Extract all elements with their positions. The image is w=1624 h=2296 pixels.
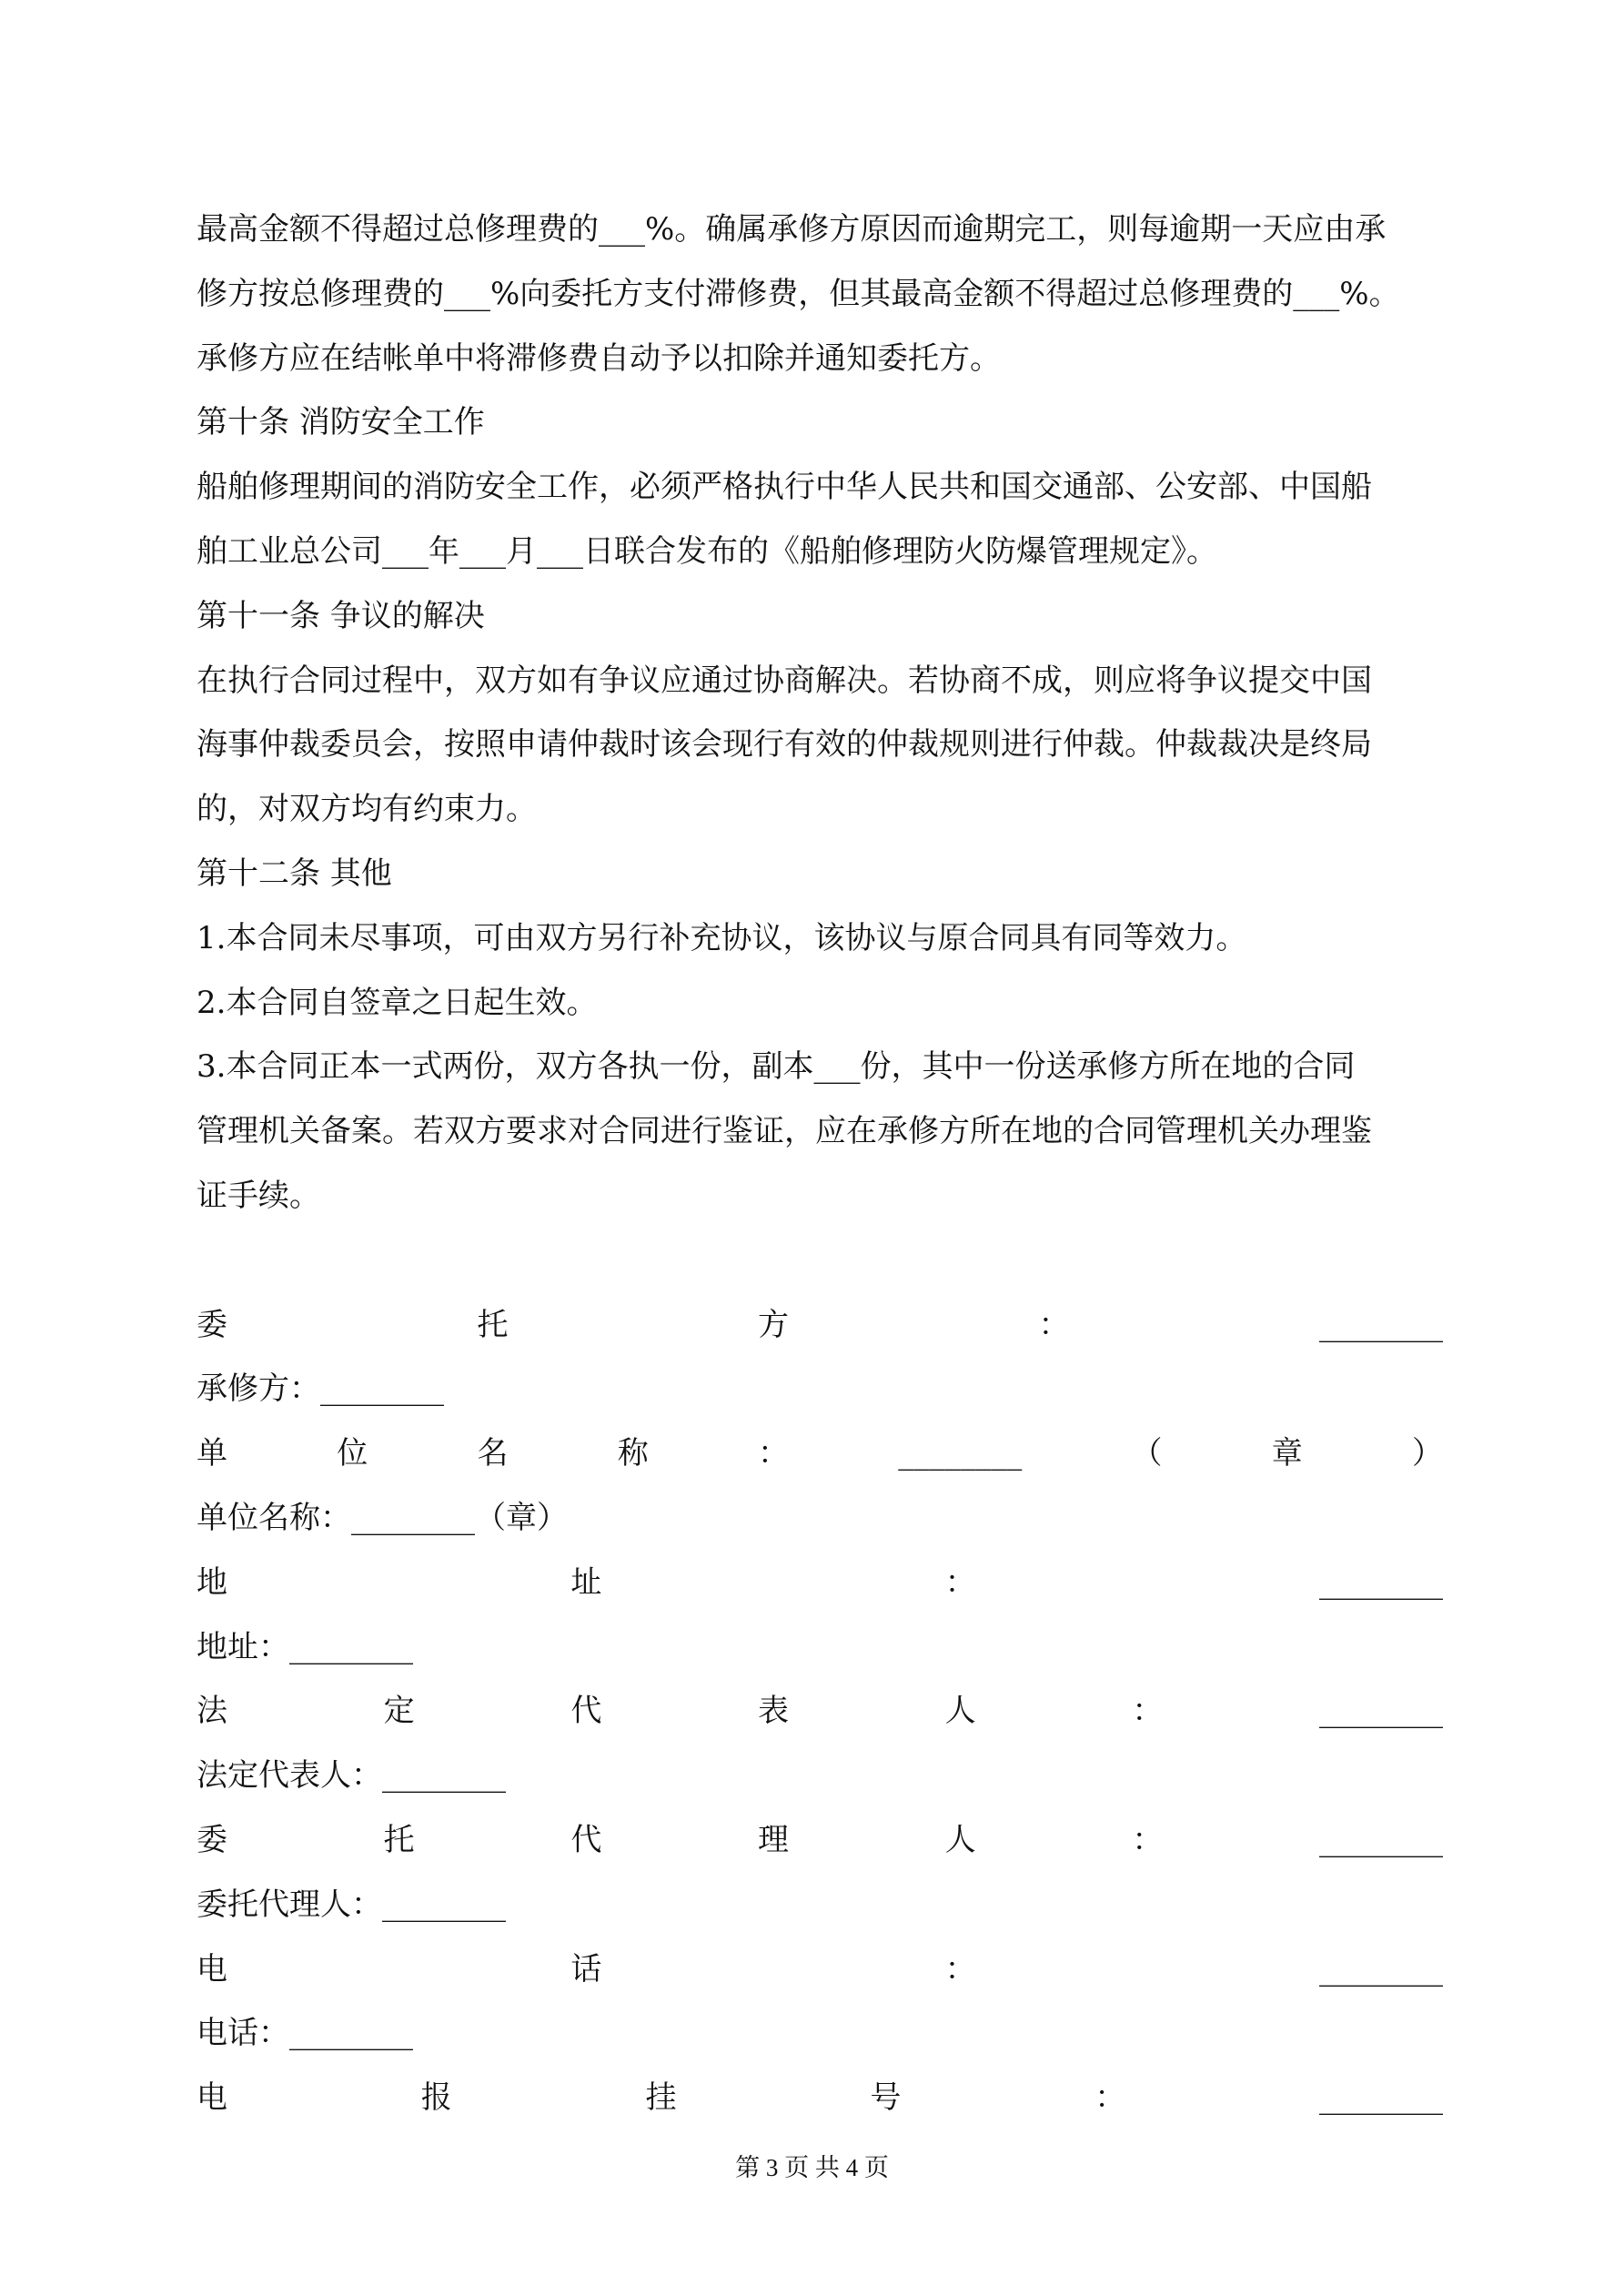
signature-field: 委托代理人：________ <box>197 1886 506 1923</box>
signature-field: 委托代理人：________ <box>197 1821 1443 1858</box>
text-line: 舶工业总公司___年___月___日联合发布的《船舶修理防火防爆管理规定》。 <box>197 532 1217 570</box>
text-line: 承修方应在结帐单中将滞修费自动予以扣除并通知委托方。 <box>197 339 1001 377</box>
text-line: 2.本合同自签章之日起生效。 <box>197 984 598 1021</box>
text-line: 在执行合同过程中，双方如有争议应通过协商解决。若协商不成，则应将争议提交中国 <box>197 662 1372 699</box>
clause-heading: 第十一条 争议的解决 <box>197 597 485 634</box>
document-body <box>197 197 1443 2130</box>
signature-field: 承修方：________ <box>197 1371 444 1408</box>
signature-field: 电话：________ <box>197 2015 413 2052</box>
signature-field: 地址：________ <box>197 1628 413 1665</box>
contract-clauses <box>197 197 1443 1229</box>
signature-field: 电报挂号：________ <box>197 2079 1443 2117</box>
text-line: 修方按总修理费的___%向委托方支付滞修费，但其最高金额不得超过总修理费的___%。 <box>197 275 1400 312</box>
signature-field: 单位名称：________（章） <box>197 1435 1443 1472</box>
text-line: 证手续。 <box>197 1177 320 1214</box>
text-line: 最高金额不得超过总修理费的___%。确属承修方原因而逾期完工，则每逾期一天应由承 <box>197 211 1387 248</box>
clause-heading: 第十二条 其他 <box>197 855 392 892</box>
text-line: 的，对双方均有约束力。 <box>197 791 537 828</box>
spacer <box>197 1229 1443 1293</box>
clause-heading: 第十条 消防安全工作 <box>197 404 485 441</box>
signature-field: 单位名称：________（章） <box>197 1499 568 1536</box>
text-line: 海事仲裁委员会，按照申请仲裁时该会现行有效的仲裁规则进行仲裁。仲裁裁决是终局 <box>197 726 1372 764</box>
text-line: 1.本合同未尽事项，可由双方另行补充协议，该协议与原合同具有同等效力。 <box>197 919 1247 956</box>
page-number: 第 3 页 共 4 页 <box>735 2154 889 2181</box>
text-line: 3.本合同正本一式两份，双方各执一份，副本___份，其中一份送承修方所在地的合同 <box>197 1048 1356 1086</box>
text-line: 船舶修理期间的消防安全工作，必须严格执行中华人民共和国交通部、公安部、中国船 <box>197 469 1372 506</box>
signature-field: 地址：________ <box>197 1563 1443 1601</box>
signature-block <box>197 1293 1443 2130</box>
signature-field: 法定代表人：________ <box>197 1757 506 1795</box>
signature-field: 法定代表人：________ <box>197 1693 1443 1730</box>
text-line: 管理机关备案。若双方要求对合同进行鉴证，应在承修方所在地的合同管理机关办理鉴 <box>197 1113 1372 1150</box>
signature-field: 委托方：________ <box>197 1306 1443 1343</box>
signature-field: 电话：________ <box>197 1950 1443 1988</box>
